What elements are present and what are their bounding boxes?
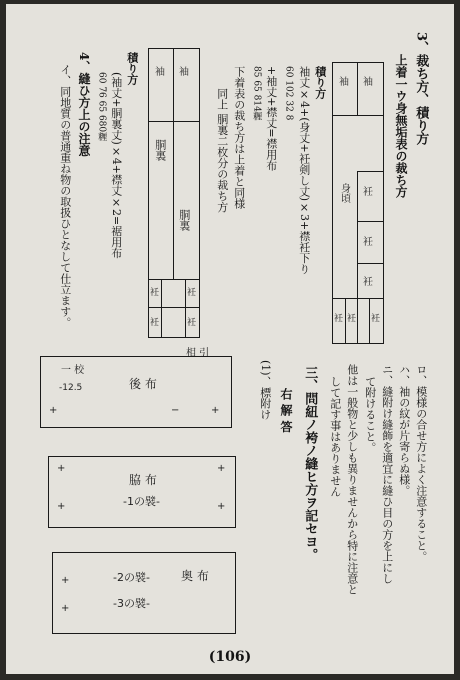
section3-result-nums: 85 65 814糎 (251, 66, 262, 121)
right-item-other-2: して記す事はありません (328, 376, 342, 497)
section3-note1: 下着表の裁ち方は上着と同様 (232, 66, 246, 209)
dr-label-migoro: 身頃 (338, 183, 350, 203)
panel2-title: 脇 布 (129, 473, 157, 487)
dr-label-okumi3: 衽 (363, 277, 373, 288)
section4-tsumori-label: 積り方 (125, 52, 139, 85)
dr-label-okumi2: 衽 (363, 237, 373, 248)
panel1-mark: 一 校 (61, 365, 85, 376)
page-number: (106) (208, 649, 252, 665)
section-three-heading: 三、問紐ノ袴ノ縫ヒ方ヲ記セヨ。 (302, 366, 318, 561)
section3-heading: 3、裁ち方、積り方 (413, 32, 429, 146)
du-label-okumi2: 衽 (187, 288, 197, 298)
dr-label-okumi1: 衽 (363, 187, 373, 198)
section4-formula: (袖丈+胴裏丈)×4+襟丈×2=裾用布 (109, 72, 123, 259)
section3-subheading: 上着一ウ身無垢表の裁ち方 (394, 54, 408, 198)
cutting-diagram-right (332, 62, 384, 344)
du-label-okumi3: 衽 (150, 318, 160, 328)
book-page (6, 4, 454, 674)
pattern-panel-side: 脇 布 -1の襞- + + + + (48, 456, 236, 528)
section4-nums: 60 76 65 680糎 (96, 72, 107, 142)
dr-label-bottom1: 衽 (334, 314, 344, 324)
section3-tsumori-label: 積り方 (313, 66, 327, 99)
panel3-sub2: -3の襞- (113, 597, 150, 610)
diagram-top-label: 相 引 (186, 348, 210, 359)
right-item-ro: ロ、模様の合せ方によく注意すること。 (414, 364, 428, 562)
du-label-sode1: 袖 (155, 67, 165, 78)
section4-item-i: イ、同地質の普通重ね物の取扱ひとなして仕立ます。 (58, 64, 72, 328)
right-item-other-1: 他は一般物と少しも異りませんから特に注意と (345, 364, 359, 595)
right-item-ha: ハ、袖の紋が片寄らぬ様。 (397, 364, 411, 496)
section3-formula-nums: 60 102 32 8 (283, 66, 294, 121)
section3-formula: 袖丈×4+(身丈+衽剣し丈)×3+襟衽下り (297, 66, 311, 275)
du-label-okumi1: 衽 (150, 288, 160, 298)
du-label-okumi4: 衽 (187, 318, 197, 328)
du-label-douura2: 胴裏 (177, 209, 191, 231)
dr-label-bottom3: 衽 (371, 314, 381, 324)
right-item-ni-1: ニ、縫附け縫飾を適宜に縫ひ目の方を上にし (380, 364, 394, 584)
section3-result-line: +袖丈+襟丈=襟用布 (264, 66, 278, 171)
panel3-title: 奥 布 (181, 569, 209, 583)
panel1-side: -12.5 (59, 383, 83, 393)
section4-heading: 4、縫ひ方上の注意 (77, 52, 91, 157)
pattern-panel-back: 後 布 -12.5 一 校 + + − (40, 356, 232, 428)
dr-label-bottom2: 衽 (347, 314, 357, 324)
right-item-ni-2: て附けること。 (363, 376, 377, 453)
dr-label-sode1: 袖 (339, 77, 349, 88)
cutting-diagram-upper (148, 48, 200, 338)
panel3-sub1: -2の襞- (113, 571, 150, 584)
panel2-sub: -1の襞- (123, 495, 160, 508)
answer-label: 右 解 答 (279, 388, 293, 433)
dr-label-sode2: 袖 (363, 77, 373, 88)
answer-sub: (1)、標附け (258, 360, 272, 420)
section3-note2: 同上 胴裏二枚分の裁ち方 (215, 88, 229, 213)
pattern-panel-inner: 奥 布 -2の襞- -3の襞- + + (52, 552, 236, 634)
du-label-sode2: 袖 (179, 67, 189, 78)
du-label-douura1: 胴裏 (153, 139, 167, 161)
panel1-title: 後 布 (129, 377, 157, 391)
